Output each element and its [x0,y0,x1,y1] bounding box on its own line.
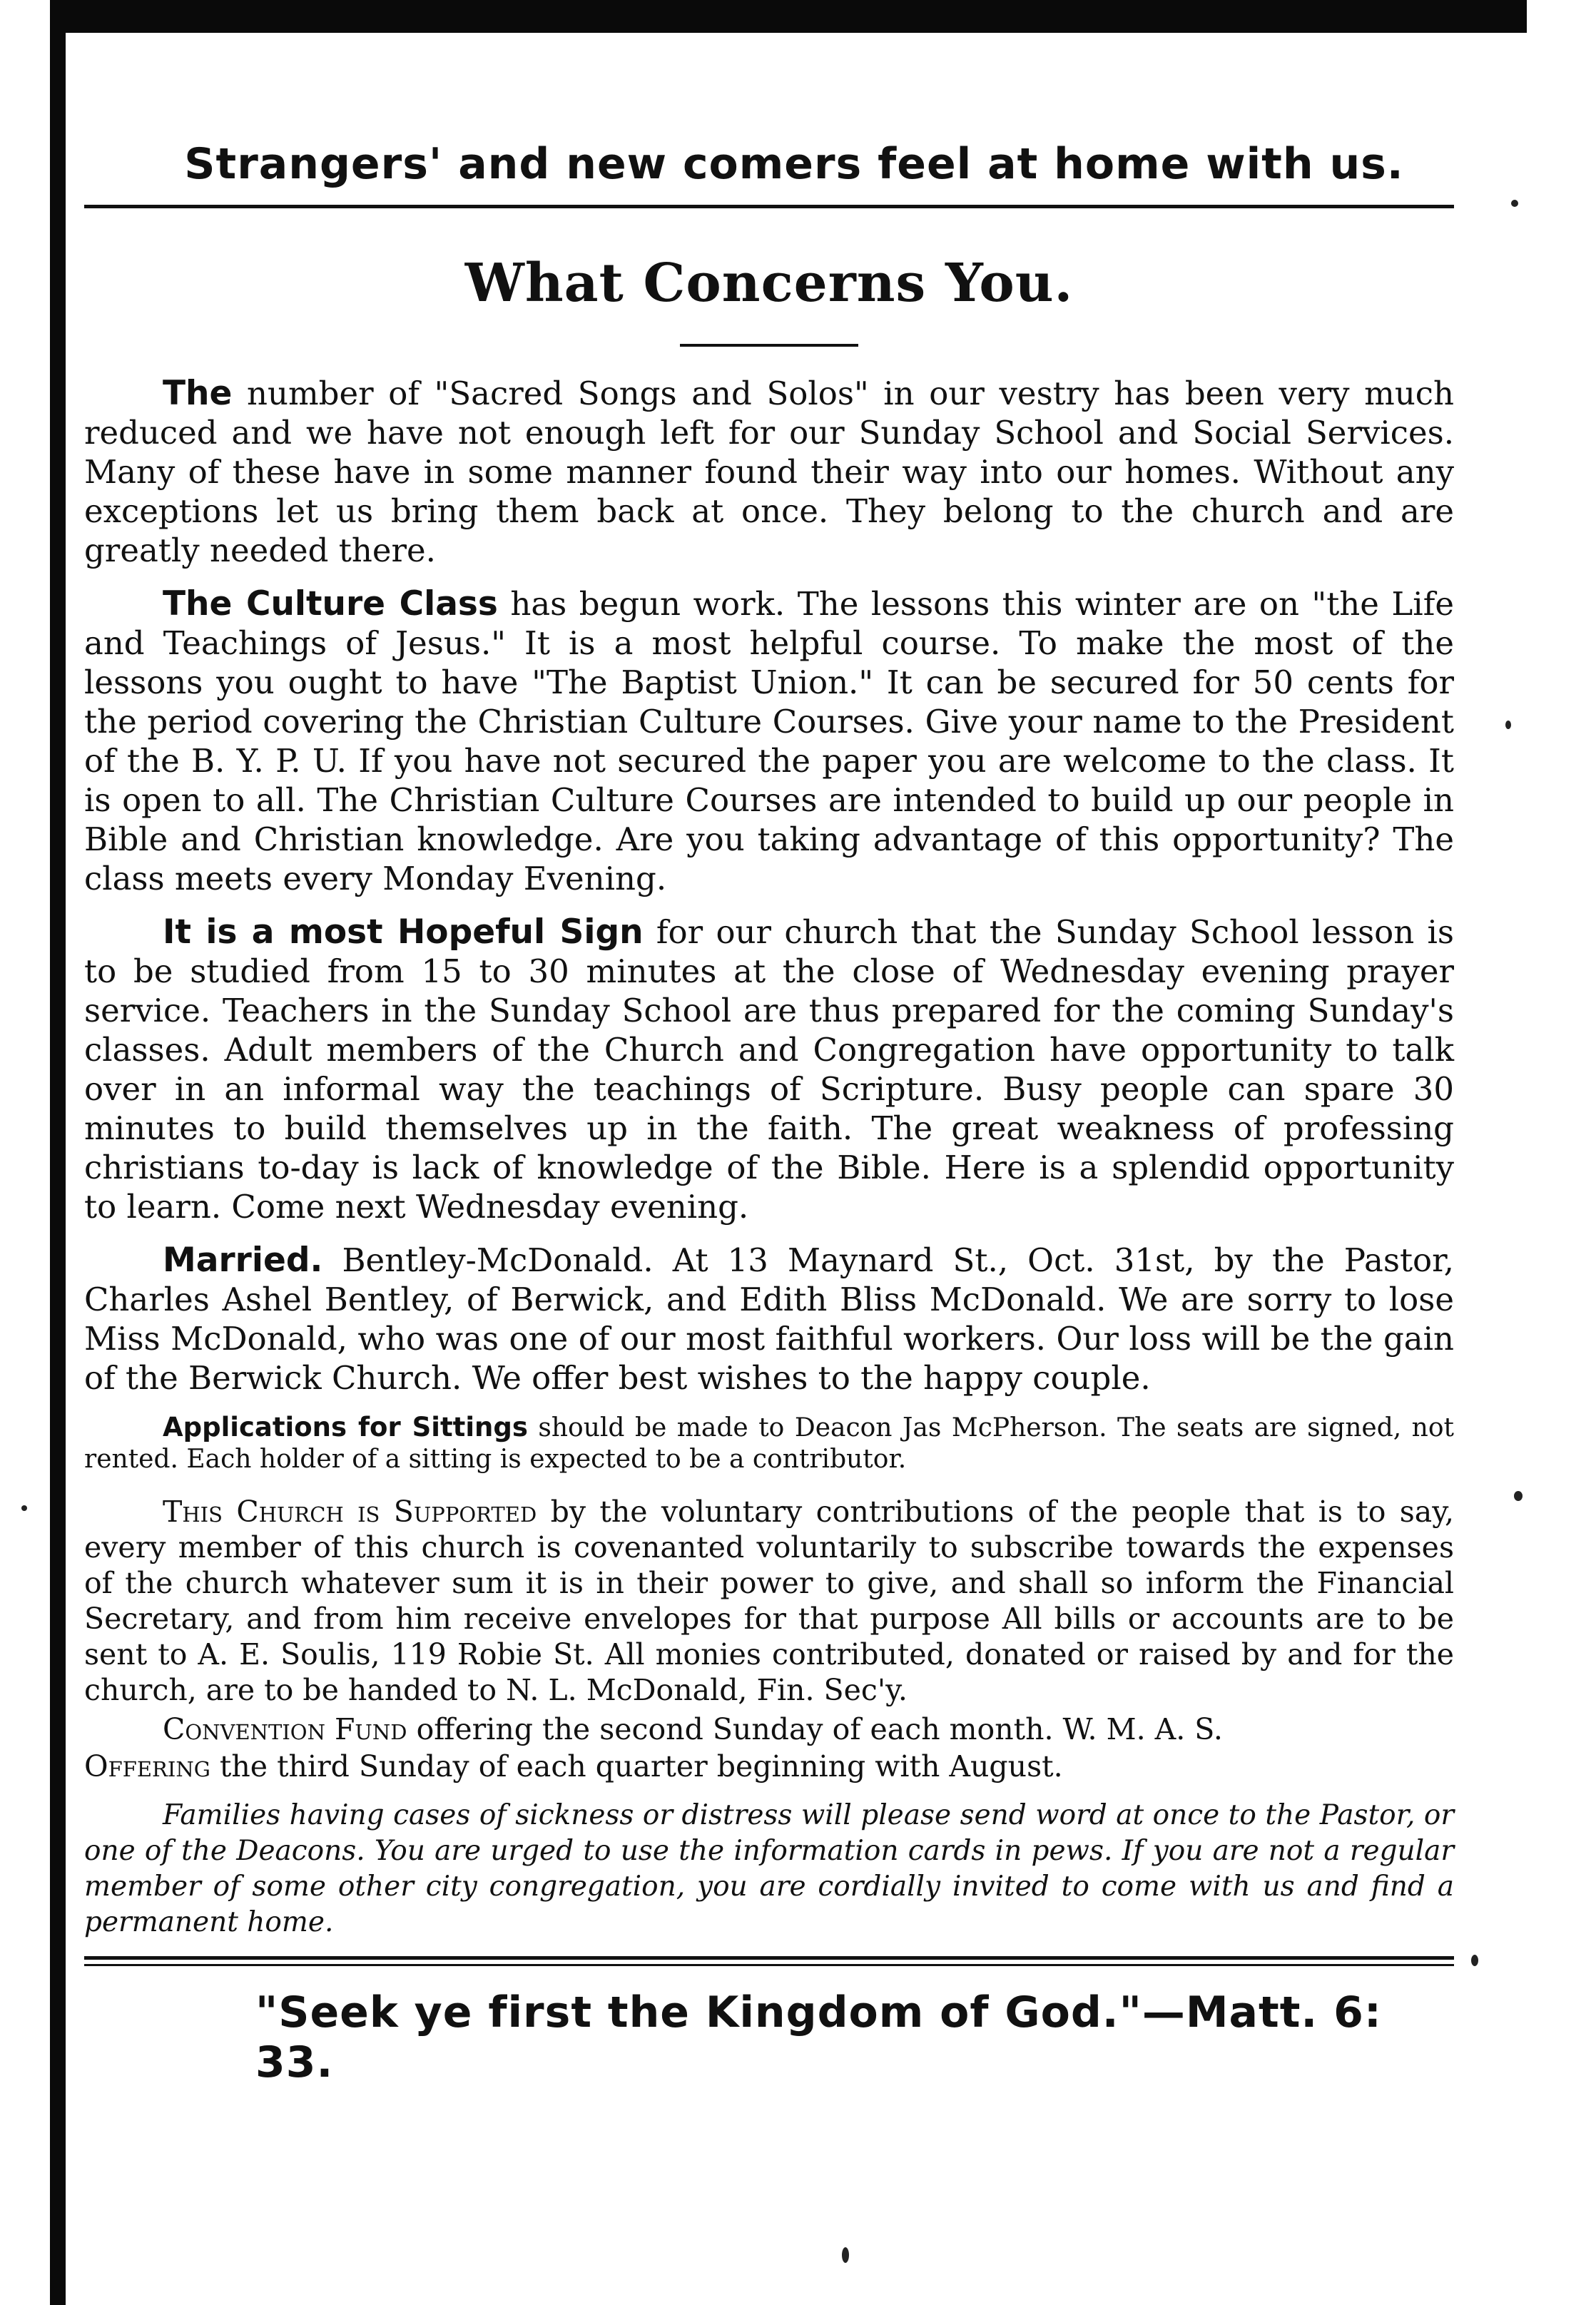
paragraph-body: offering the second Sunday of each month. W. M. A. S. [416,1712,1223,1746]
paragraph-body: Bentley-McDonald. At 13 Maynard St., Oct. 31st, by the Pastor, Charles Ashel Bentley, of Berwick, and Edith Bliss McDonald. We are sorry to lose Miss McDonald, who was one of our most faithful workers. Our loss will be the gain of the Berwick Church. We offer best wishes to the happy couple. [84,1241,1454,1397]
paragraph-lead: It is a most Hopeful Sign [163,912,644,952]
footer-slogan: "Seek ye first the Kingdom of God."—Matt. 6: 33. [255,1988,1382,2087]
scan-speckle [1514,1491,1523,1501]
paragraph-lead: The [163,374,233,413]
scan-speckle [1511,200,1518,207]
footer-divider-thin [84,1964,1454,1966]
left-border-rule [50,0,66,2305]
paragraph-lead: This Church is Supported [163,1495,537,1529]
paragraph-culture-class [84,584,1454,898]
scan-speckle [1471,1955,1478,1966]
header-slogan: Strangers' and new comers feel at home with us. [184,139,1404,189]
scan-speckle [21,1505,27,1511]
paragraph-body: number of "Sacred Songs and Solos" in our vestry has been very much reduced and we have not enough left for our Sunday School and Social Services. Many of these have in some manner found their way into our homes. Without any exceptions let us bring them back at once. They belong to the church and are greatly needed there. [84,375,1454,569]
paragraph-body: for our church that the Sunday School lesson is to be studied from 15 to 30 minutes at the close of Wednesday evening prayer service. Teachers in the Sunday School are thus prepared for the coming Sunday's classes. Adult members of the Church and Congregation have opportunity to talk over in an informal way the teachings of Scripture. Busy people can spare 30 minutes to build themselves up in the faith. The great weakness of professing christians to-day is lack of knowledge of the Bible. Here is a splendid opportunity to learn. Come next Wednesday evening. [84,913,1454,1226]
top-border-rule [50,0,1527,33]
header-divider [84,205,1454,208]
paragraph-convention-fund [84,1711,1454,1748]
paragraph-offering [84,1748,1454,1785]
paragraph-lead: The Culture Class [163,584,498,624]
scan-speckle [1505,721,1511,729]
paragraph-married [84,1241,1454,1398]
paragraph-body: should be made to Deacon Jas McPherson. The seats are signed, not rented. Each holder of a sitting is expected to be a contributor. [84,1413,1454,1474]
paragraph-lead: Married. [163,1241,323,1280]
paragraph-lead: Applications for Sittings [163,1412,528,1442]
footer-divider [84,1956,1454,1960]
title-underline [680,344,858,347]
paragraph-body: the third Sunday of each quarter beginning with August. [219,1749,1063,1784]
paragraph-lead: Convention Fund [163,1712,407,1746]
paragraph-lead: Offering [84,1749,210,1784]
scan-speckle [842,2247,849,2263]
paragraph-families-notice: Families having cases of sickness or distress will please send word at once to the Pastor, or one of the Deacons. You are urged to use the information cards in pews. If you are not a regular member of some other city congregation, you are cordially invited to come with us and find a permanent home. [84,1799,1454,1938]
paragraph-sittings [84,1412,1454,1475]
paragraph-body: has begun work. The lessons this winter are on "the Life and Teachings of Jesus." It is a most helpful course. To make the most of the lessons you ought to have "The Baptist Union." It can be secured for 50 cents for the period covering the Christian Culture Courses. Give your name to the President of the B. Y. P. U. If you have not secured the paper you are welcome to the class. It is open to all. The Christian Culture Courses are intended to build up our people in Bible and Christian knowledge. Are you taking advantage of this opportunity? The class meets every Monday Evening. [84,585,1454,897]
page-title: What Concerns You. [464,253,1074,314]
paragraph-sacred-songs [84,374,1454,570]
bulletin-content [84,139,1454,2087]
paragraph-hopeful-sign [84,912,1454,1226]
paragraph-body: by the voluntary contributions of the people that is to say, every member of this church is covenanted voluntarily to subscribe towards the expenses of the church whatever sum it is in their power to give, and shall so inform the Financial Secretary, and from him receive envelopes for that purpose All bills or accounts are to be sent to A. E. Soulis, 119 Robie St. All monies contributed, donated or raised by and for the church, are to be handed to N. L. McDonald, Fin. Sec'y. [84,1495,1454,1707]
paragraph-church-supported [84,1494,1454,1708]
